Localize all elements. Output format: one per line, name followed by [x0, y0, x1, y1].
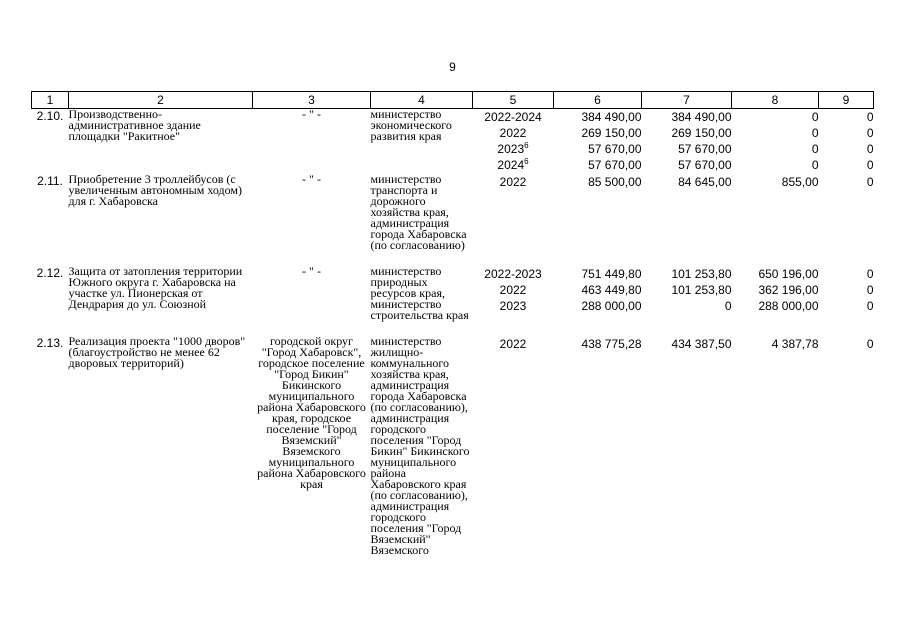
- money-value: 384 490,00: [581, 110, 642, 124]
- col7-cell: [642, 266, 732, 336]
- period-value: 2022: [499, 174, 527, 189]
- col8-cell: [732, 336, 819, 556]
- responsible-body: министерство экономического развития края: [370, 107, 452, 143]
- total-cell: [554, 336, 642, 556]
- measure-name: Приобретение 3 троллейбусов (с увеличенным автономным ходом) для г. Хабаровска: [68, 171, 243, 208]
- money-value: 0: [866, 142, 874, 156]
- money-value: 0: [866, 298, 874, 313]
- col8-cell: [732, 266, 819, 336]
- money-value: 438 775,28: [581, 336, 642, 351]
- col9-cell: [819, 336, 874, 556]
- measure-name: Реализация проекта "1000 дворов" (благоустройство не менее 62 дворовых территорий): [68, 333, 246, 370]
- money-value: 101 253,80: [671, 266, 732, 281]
- period-cell: [473, 266, 554, 336]
- money-value: 4 387,78: [771, 336, 819, 351]
- table-row: [32, 174, 874, 266]
- money-value: 288 000,00: [581, 298, 642, 313]
- money-value: 269 150,00: [581, 126, 642, 140]
- row-number: 2.10.: [36, 109, 64, 123]
- period-value: 2022: [499, 336, 527, 351]
- col8-cell: [732, 109, 819, 174]
- money-value: 57 670,00: [678, 158, 732, 172]
- table-row: [32, 336, 874, 556]
- money-value: 0: [866, 266, 874, 281]
- money-value: 0: [866, 126, 874, 140]
- budget-table: [31, 91, 874, 556]
- money-value: 0: [866, 282, 874, 297]
- col-header-9: 9: [819, 92, 874, 109]
- total-cell: [554, 174, 642, 266]
- col-header-8: 8: [732, 92, 819, 109]
- period-cell: [473, 109, 554, 174]
- col7-cell: [642, 109, 732, 174]
- money-value: 57 670,00: [588, 142, 642, 156]
- col-header-2: 2: [69, 92, 253, 109]
- money-value: 0: [811, 142, 819, 156]
- col9-cell: [819, 266, 874, 336]
- col8-cell: [732, 174, 819, 266]
- col9-cell: [819, 109, 874, 174]
- col-header-3: 3: [253, 92, 371, 109]
- measure-name: Производственно-административное здание площадки "Ракитное": [68, 107, 201, 143]
- money-value: 0: [811, 126, 819, 140]
- footnote-marker: 6: [524, 141, 529, 150]
- responsible-body: министерство природных ресурсов края, министерство строительства края: [370, 263, 469, 322]
- col9-cell: [819, 174, 874, 266]
- money-value: 362 196,00: [758, 282, 819, 297]
- money-value: 101 253,80: [671, 282, 732, 297]
- col7-cell: [642, 336, 732, 556]
- period-value: 2022-2023: [484, 266, 542, 281]
- row-number: 2.11.: [37, 173, 63, 188]
- money-value: 463 449,80: [581, 282, 642, 297]
- table-row: [32, 266, 874, 336]
- period-cell: [473, 174, 554, 266]
- money-value: 0: [811, 110, 819, 124]
- money-value: 650 196,00: [758, 266, 819, 281]
- money-value: 751 449,80: [581, 266, 642, 281]
- period-value: 2022: [499, 282, 527, 297]
- money-value: 434 387,50: [671, 336, 732, 351]
- page-number: 9: [449, 60, 456, 74]
- footnote-marker: 6: [524, 157, 529, 166]
- executor: - " -: [302, 107, 321, 121]
- money-value: 855,00: [781, 174, 819, 189]
- money-value: 288 000,00: [758, 298, 819, 313]
- money-value: 0: [724, 298, 732, 313]
- money-value: 384 490,00: [671, 110, 732, 124]
- executor: городской округ "Город Хабаровск", городское поселение "Город Бикин" Бикинского муниципального района Хабаровского края, городское поселение "Город Вяземский" Вяземского муниципального района Хабаровского края: [257, 333, 366, 491]
- col7-cell: [642, 174, 732, 266]
- executor: - " -: [302, 171, 321, 186]
- period-value: 2024$^6$: [497, 157, 529, 172]
- money-value: 0: [866, 158, 874, 172]
- row-number: 2.12.: [36, 265, 64, 280]
- money-value: 0: [866, 174, 874, 189]
- responsible-body: министерство транспорта и дорожного хозяйства края, администрация города Хабаровска (по согласованию): [370, 171, 467, 252]
- row-number: 2.13.: [36, 335, 64, 350]
- period-value: 2023: [499, 298, 527, 313]
- money-value: 269 150,00: [671, 126, 732, 140]
- col-header-4: 4: [371, 92, 473, 109]
- executor: - " -: [302, 263, 321, 278]
- col-header-1: 1: [32, 92, 69, 109]
- total-cell: [554, 109, 642, 174]
- money-value: 57 670,00: [678, 142, 732, 156]
- col-header-5: 5: [473, 92, 554, 109]
- total-cell: [554, 266, 642, 336]
- money-value: 0: [811, 158, 819, 172]
- period-cell: [473, 336, 554, 556]
- money-value: 0: [866, 336, 874, 351]
- money-value: 84 645,00: [678, 174, 732, 189]
- period-value: 2023$^6$: [497, 141, 529, 156]
- responsible-body: министерство жилищно-коммунального хозяйства края, администрация города Хабаровска (по согласованию), администрация городского поселения "Город Бикин" Бикинского муниципального района Хабаровского края (по согласованию), администрация городского поселения "Город Вяземский" Вяземского: [370, 333, 470, 557]
- money-value: 0: [866, 110, 874, 124]
- money-value: 57 670,00: [588, 158, 642, 172]
- col-header-6: 6: [554, 92, 642, 109]
- period-value: 2022-2024: [484, 110, 542, 124]
- table-row: [32, 109, 874, 174]
- col-header-7: 7: [642, 92, 732, 109]
- column-number-header-row: [32, 92, 874, 109]
- period-value: 2022: [499, 126, 527, 140]
- money-value: 85 500,00: [588, 174, 642, 189]
- measure-name: Защита от затопления территории Южного округа г. Хабаровска на участке ул. Пионерская от Дендрария до ул. Союзной: [68, 263, 243, 311]
